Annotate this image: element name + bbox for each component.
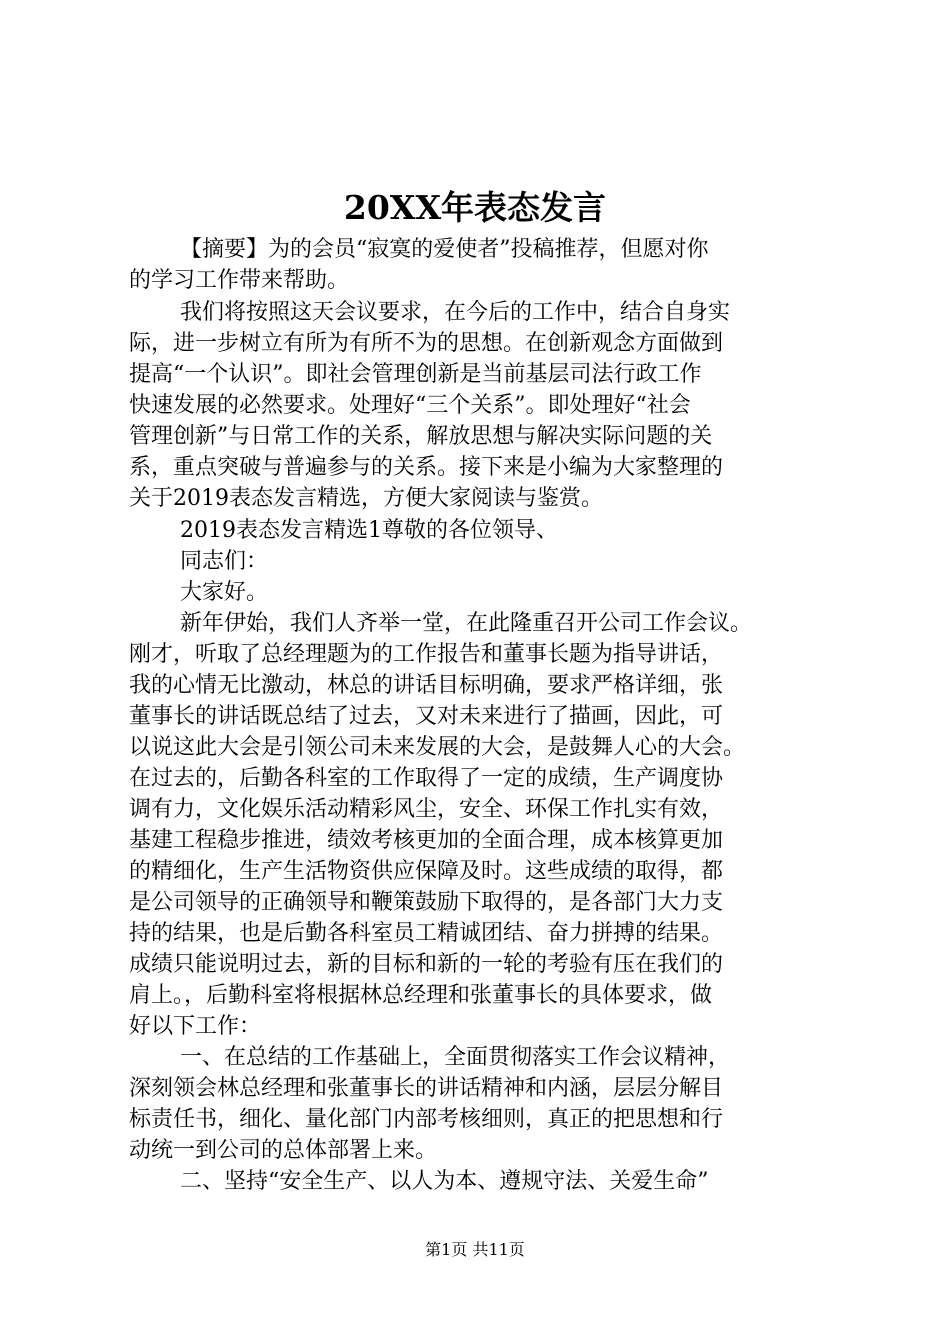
text-line: 动统一到公司的总体部署上来。 (129, 1138, 438, 1163)
text-line: 二、坚持“安全生产、以人为本、遵规守法、关爱生命” (180, 1169, 709, 1194)
text-line: 关于2019表态发言精选，方便大家阅读与鉴赏。 (129, 486, 603, 511)
text-line: 际，进一步树立有所为有所不为的思想。在创新观念方面做到 (129, 331, 724, 356)
text-line: 成绩只能说明过去，新的目标和新的一轮的考验有压在我们的 (129, 952, 724, 977)
text-line: 的学习工作带来帮助。 (129, 268, 350, 293)
page-number-footer: 第1页 共11页 (425, 1240, 525, 1259)
text-line: 标责任书，细化、量化部门内部考核细则，真正的把思想和行 (129, 1107, 724, 1132)
text-line: 我们将按照这天会议要求，在今后的工作中，结合自身实 (180, 300, 731, 325)
text-line: 是公司领导的正确领导和鞭策鼓励下取得的，是各部门大力支 (129, 890, 724, 915)
text-line: 快速发展的必然要求。处理好“三个关系”。即处理好“社会 (129, 393, 691, 418)
text-line: 好以下工作： (129, 1014, 262, 1039)
text-line: 同志们： (180, 549, 269, 574)
text-line: 肩上。，后勤科室将根据林总经理和张董事长的具体要求，做 (129, 983, 713, 1008)
text-line: 大家好。 (180, 580, 269, 605)
text-line: 的精细化，生产生活物资供应保障及时。这些成绩的取得，都 (129, 859, 724, 884)
text-line: 调有力，文化娱乐活动精彩风尘，安全、环保工作扎实有效， (129, 797, 724, 822)
text-line: 在过去的，后勤各科室的工作取得了一定的成绩，生产调度协 (129, 766, 724, 791)
text-line: 提高“一个认识”。即社会管理创新是当前基层司法行政工作 (129, 362, 702, 387)
text-line: 管理创新”与日常工作的关系，解放思想与解决实际问题的关 (129, 424, 713, 449)
text-line: 持的结果，也是后勤各科室员工精诚团结、奋力拼搏的结果。 (129, 921, 724, 946)
text-line: 基建工程稳步推进，绩效考核更加的全面合理，成本核算更加 (129, 828, 724, 853)
text-line: 董事长的讲话既总结了过去，又对未来进行了描画，因此，可 (129, 704, 724, 729)
text-line: 深刻领会林总经理和张董事长的讲话精神和内涵，层层分解目 (129, 1076, 724, 1101)
text-line: 一、在总结的工作基础上，全面贯彻落实工作会议精神， (180, 1045, 731, 1070)
text-line: 刚才，听取了总经理题为的工作报告和董事长题为指导讲话， (129, 642, 724, 667)
text-line: 2019表态发言精选1尊敬的各位领导、 (180, 518, 558, 543)
text-line: 以说这此大会是引领公司未来发展的大会，是鼓舞人心的大会。 (129, 735, 746, 760)
text-line: 系，重点突破与普遍参与的关系。接下来是小编为大家整理的 (129, 455, 724, 480)
document-title: 20XX年表态发言 (343, 188, 607, 227)
text-line: 【摘要】为的会员“寂寞的爱使者”投稿推荐，但愿对你 (180, 237, 709, 262)
text-line: 我的心情无比激动，林总的讲话目标明确，要求严格详细，张 (129, 673, 724, 698)
text-line: 新年伊始，我们人齐举一堂，在此隆重召开公司工作会议。 (180, 611, 753, 636)
